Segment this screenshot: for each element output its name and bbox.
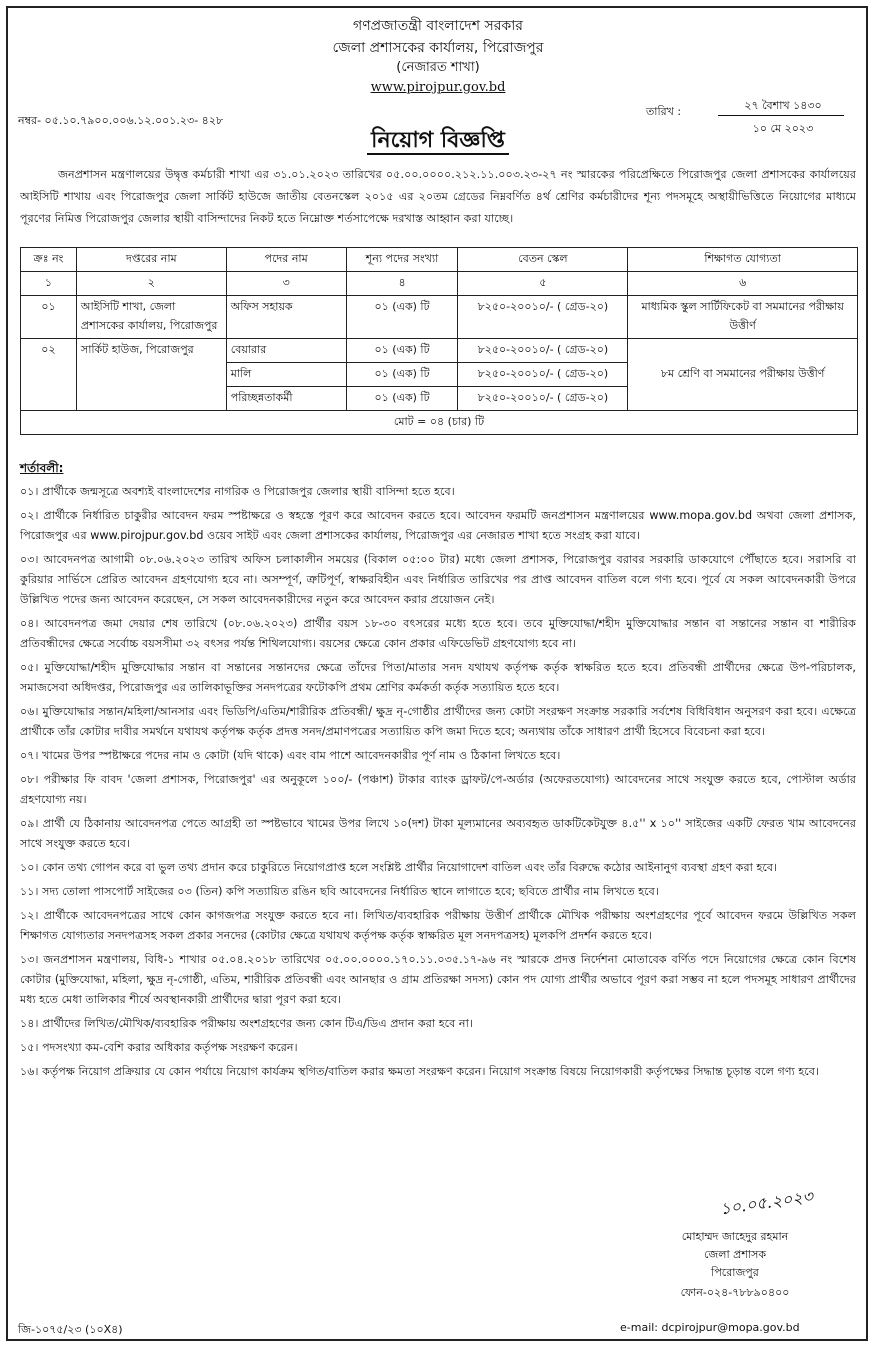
table-header-row [21,248,858,272]
row-post: বেয়ারার [226,339,346,363]
condition-item: ০১। প্রার্থীকে জন্মসূত্রে অবশ্যই বাংলাদেশের নাগরিক ও পিরোজপুর জেলার স্থায়ী বাসিন্দা হতে হবে। [20,485,455,498]
notice-title [0,123,876,160]
row-count: ০১ (এক) টি [346,296,458,339]
condition-item: ১৪। প্রার্থীদের লিখিত/মৌখিক/ব্যবহারিক পরীক্ষায় অংশগ্রহণের জন্য কোন টিএ/ডিএ প্রদান করা হবে না। [20,1017,473,1030]
row-post: পরিচ্ছন্নতাকর্মী [226,387,346,411]
table-row [21,339,858,363]
date-divider [718,115,844,116]
header-qualification: শিক্ষাগত যোগ্যতা [628,248,858,272]
col-num: ৬ [628,272,858,296]
signatory-email[interactable]: e-mail: dcpirojpur@mopa.gov.bd [620,1321,800,1334]
condition-item: ১৬। কর্তৃপক্ষ নিয়োগ প্রক্রিয়ার যে কোন পর্যায়ে নিয়োগ কার্যক্রম স্থগিত/বাতিল করার ক্ষমতা সংরক্ষণ করেন। নিয়োগ সংক্রান্ত বিষয়ে নিয়োগকারী কর্তৃপক্ষের সিদ্ধান্ত চূড়ান্ত বলে গণ্য হবে। [20,1065,819,1078]
col-num: ৪ [346,272,458,296]
condition-item: ১০। কোন তথ্য গোপন করে বা ভুল তথ্য প্রদান করে চাকুরিতে নিয়োগপ্রাপ্ত হলে সংশ্লিষ্ট প্রার্থীর নিয়োগাদেশ বাতিল এবং তাঁর বিরুদ্ধে কঠোর আইনানুগ ব্যবস্থা গ্রহণ করা হবে। [20,861,778,874]
row-serial: ০২ [21,339,77,411]
row-qualification: মাধ্যমিক স্কুল সার্টিফিকেট বা সমমানের পরীক্ষায় উত্তীর্ণ [628,296,858,339]
row-count: ০১ (এক) টি [346,339,458,363]
signatory-name: মোহাম্মদ জাহেদুর রহমান [681,1230,789,1243]
total-count: মোট = ০৪ (চার) টি [21,411,858,435]
row-qualification: ৮ম শ্রেণি বা সমমানের পরীক্ষায় উত্তীর্ণ [628,339,858,411]
footer-code: জি-১০৭৫/২৩ (১০X৪) [18,1323,123,1336]
row-count: ০১ (এক) টি [346,363,458,387]
intro-paragraph [20,164,856,230]
memo-number: নম্বর- ০৫.১০.৭৯০০.০০৬.১২.০০১.২৩- ৪২৮ [18,114,224,127]
condition-item: ০৭। খামের উপর স্পষ্টাক্ষরে পদের নাম ও কোটা (যদি থাকে) এবং বাম পাশে আবেদনকারীর পূর্ণ নাম ও ঠিকানা লিখতে হবে। [20,749,561,762]
column-number-row [21,272,858,296]
condition-item: ০৮। পরীক্ষার ফি বাবদ 'জেলা প্রশাসক, পিরোজপুর' এর অনুকূলে ১০০/- (পঞ্চাশ) টাকার ব্যাংক ড্রাফট/পে-অর্ডার (অফেরতযোগ্য) আবেদনের সাথে সংযুক্ত করতে হবে, পোস্টাল অর্ডার গ্রহণযোগ্য নয়। [20,773,856,806]
office-title: জেলা প্রশাসকের কার্যালয়, পিরোজপুর [332,40,544,56]
condition-item: ০৯। প্রার্থী যে ঠিকানায় আবেদনপত্র পেতে আগ্রহী তা স্পষ্টভাবে খামের উপর লিখে ১০(দশ) টাকা মূল্যমানের অব্যবহৃত ডাকটিকেটযুক্ত ৪.৫'' x ১০'' সাইজের একটি ফেরত খাম আবেদনের সাথে সংযুক্ত করতে হবে। [20,817,856,850]
vacancy-table [20,247,858,435]
col-num: ৩ [226,272,346,296]
conditions-heading: শর্তাবলী: [20,461,64,475]
condition-item: ০৫। মুক্তিযোদ্ধা/শহীদ মুক্তিযোদ্ধার সন্তান বা সন্তানের সন্তানদের ক্ষেত্রে তাঁদের পিতা/মাতার সনদ যথাযথ কর্তৃপক্ষ কর্তৃক স্বাক্ষরিত হতে হবে। প্রতিবন্ধী প্রার্থীদের ক্ষেত্রে উপ-পরিচালক, সমাজসেবা অধিদপ্তর, পিরোজপুর এর তালিকাভূক্তির সনদপত্রের ফটোকপি প্রথম শ্রেণির কর্মকর্তা কর্তৃক সত্যায়িত হতে হবে। [20,661,856,694]
row-office: আইসিটি শাখা, জেলা প্রশাসকের কার্যালয়, পিরোজপুর [76,296,226,339]
header-serial: ক্রঃ নং [21,248,77,272]
row-count: ০১ (এক) টি [346,387,458,411]
row-scale: ৮২৫০-২০০১০/- ( গ্রেড-২০) [458,339,628,363]
row-serial: ০১ [21,296,77,339]
website-link[interactable]: www.pirojpur.gov.bd [370,80,506,95]
date-label: তারিখ : [646,105,682,118]
condition-item: ১২। প্রার্থীকে আবেদনপত্রের সাথে কোন কাগজপত্র সংযুক্ত করতে হবে না। লিখিত/ব্যবহারিক পরীক্ষায় উত্তীর্ণ প্রার্থীকে মৌখিক পরীক্ষায় অংশগ্রহণের পূর্বে আবেদন ফরমে উল্লিখিত সকল শিক্ষাগত যোগ্যতার সনদপত্রসহ সকল প্রকার সনদের (কোটার ক্ষেত্রে যথাযথ কর্তৃপক্ষ কর্তৃক স্বাক্ষরিত মূল সনদপত্রসহ) মূলকপি প্রদর্শন করতে হবে। [20,909,856,942]
header-scale: বেতন স্কেল [458,248,628,272]
header-count: শূন্য পদের সংখ্যা [346,248,458,272]
header-office: দপ্তরের নাম [76,248,226,272]
table-row [21,296,858,339]
government-title: গণপ্রজাতন্ত্রী বাংলাদেশ সরকার [353,18,523,34]
condition-item: ০৪। আবেদনপত্র জমা দেয়ার শেষ তারিখে (০৮.০৬.২০২৩) প্রার্থীর বয়স ১৮-৩০ বৎসরের মধ্যে হতে হবে। তবে মুক্তিযোদ্ধা/শহীদ মুক্তিযোদ্ধার সন্তান বা সন্তানের সন্তান বা শারীরিক প্রতিবন্ধীদের ক্ষেত্রে সর্বোচ্চ বয়সসীমা ৩২ বৎসর পর্যন্ত শিথিলযোগ্য। বয়সের ক্ষেত্রে কোন প্রকার এফিডেভিট গ্রহণযোগ্য হবে না। [20,617,856,650]
signatory-phone: ফোন-০২৪-৭৮৮৯০৪০০ [680,1286,790,1299]
condition-item: ১৩। জনপ্রশাসন মন্ত্রণালয়, বিধি-১ শাখার ০৫.০৪.২০১৮ তারিখের ০৫.০০.০০০০.১৭০.১১.০৩৫.১৭-৯৬ নং স্মারকে প্রদত্ত নির্দেশনা মোতাবেক বর্ণিত পদে নিয়োগের ক্ষেত্রে কোন বিশেষ কোটার (মুক্তিযোদ্ধা, মহিলা, ক্ষুদ্র নৃ-গোষ্ঠী, এতিম, শারীরিক প্রতিবন্ধী এবং আনছার ও গ্রাম প্রতিরক্ষা সদস্য) কোন পদ যোগ্য প্রার্থীর অভাবে পূরণ করা সম্ভব না হলে পদসমূহ সাধারণ প্রার্থীদের মধ্য হতে মেধা তালিকার শীর্ষে অবস্থানকারী প্রার্থীদের দ্বারা পূরণ করা হবে। [20,953,856,1006]
condition-item: ১১। সদ্য তোলা পাসপোর্ট সাইজের ০৩ (তিন) কপি সত্যায়িত রঙিন ছবি আবেদনের নির্ধারিত স্থানে লাগাতে হবে; ছবিতে প্রার্থীর নাম লিখতে হবে। [20,885,659,898]
row-scale: ৮২৫০-২০০১০/- ( গ্রেড-২০) [458,363,628,387]
conditions-list [20,482,856,1086]
col-num: ১ [21,272,77,296]
condition-item: ০৩। আবেদনপত্র আগামী ০৮.০৬.২০২৩ তারিখ অফিস চলাকালীন সময়ের (বিকাল ০৫:০০ টার) মধ্যে জেলা প্রশাসক, পিরোজপুর বরাবর সরকারি ডাকযোগে পৌঁছাতে হবে। সরাসরি বা কুরিয়ার সার্ভিসে প্রেরিত আবেদন গ্রহণযোগ্য হবে না। অসম্পূর্ণ, ত্রুটিপূর্ণ, স্বাক্ষরবিহীন এবং নির্ধারিত তারিখের পর প্রাপ্ত আবেদন বাতিল বলে গণ্য হবে। পূর্বে যে সকল আবেদনকারী উপরে উল্লিখিত পদের জন্য আবেদন করেছেন, সে সকল আবেদনকারীদের নতুন করে আবেদন করার প্রয়োজন নেই। [20,553,856,606]
header-post: পদের নাম [226,248,346,272]
section-title: (নেজারত শাখা) [396,60,480,75]
condition-item: ১৫। পদসংখ্যা কম-বেশি করার অধিকার কর্তৃপক্ষ সংরক্ষণ করেন। [20,1041,298,1054]
row-post: অফিস সহায়ক [226,296,346,339]
signature-date: ১০.০৫.২০২৩ [718,1186,815,1219]
col-num: ২ [76,272,226,296]
row-scale: ৮২৫০-২০০১০/- ( গ্রেড-২০) [458,387,628,411]
condition-item: ০২। প্রার্থীকে নির্ধারিত চাকুরীর আবেদন ফরম স্পষ্টাক্ষরে ও স্বহস্তে পূরণ করে আবেদন করতে হবে। আবেদন ফরমটি জনপ্রশাসন মন্ত্রণালয়ের www.mopa.gov.bd অথবা জেলা প্রশাসক, পিরোজপুর এর www.pirojpur.gov.bd ওয়েব সাইট এবং জেলা প্রশাসকের কার্যালয়, পিরোজপুর এর নেজারত শাখা হতে সংগ্রহ করা যাবে। [20,509,856,542]
signatory-district: পিরোজপুর [711,1266,759,1279]
date-bangla: ২৭ বৈশাখ ১৪৩০ [744,99,822,112]
col-num: ৫ [458,272,628,296]
intro-text: জনপ্রশাসন মন্ত্রণালয়ের উদ্বৃত্ত কর্মচারী শাখা এর ৩১.০১.২০২৩ তারিখের ০৫.০০.০০০০.২১২.১১.০০৩.২৩-২৭ নং স্মারকের পরিপ্রেক্ষিতে পিরোজপুর জেলা প্রশাসকের কার্যালয়ের আইসিটি শাখায় এবং পিরোজপুর জেলা সার্কিট হাউজে জাতীয় বেতনস্কেল ২০১৫ এর ২০তম গ্রেডের নিম্নবর্ণিত ৪র্থ শ্রেণির কর্মচারীদের শূন্য পদসমূহে অস্থায়ীভিত্তিতে নিয়োগের মাধ্যমে পূরণের নিমিত্ত পিরোজপুর জেলার স্থায়ী বাসিন্দাদের নিকট হতে নিম্নোক্ত শর্তসাপেক্ষে দরখাস্ত আহ্বান করা যাচ্ছে। [20,168,856,225]
row-office: সার্কিট হাউজ, পিরোজপুর [76,339,226,411]
condition-item: ০৬। মুক্তিযোদ্ধার সন্তান/মহিলা/আনসার এবং ভিডিপি/এতিম/শারীরিক প্রতিবন্ধী/ ক্ষুদ্র নৃ-গোষ্ঠীর প্রার্থীদের জন্য কোটা সংরক্ষণ সংক্রান্ত সরকারি সর্বশেষ বিধিবিধান অনুসরণ করা হবে। এক্ষেত্রে প্রার্থীকে তাঁর কোটার দাবীর সমর্থনে যথাযথ কর্তৃপক্ষ কর্তৃক প্রদত্ত সনদ/প্রমাণপত্রের সত্যায়িত কপি জমা দিতে হবে; অন্যথায় তাঁকে সাধারণ প্রার্থী হিসেবে বিবেচনা করা হবে। [20,705,856,738]
table-total-row [21,411,858,435]
row-scale: ৮২৫০-২০০১০/- ( গ্রেড-২০) [458,296,628,339]
date-english: ১০ মে ২০২৩ [752,122,814,135]
notice-title-text: নিয়োগ বিজ্ঞপ্তি [367,128,509,155]
signatory-designation: জেলা প্রশাসক [703,1248,767,1261]
row-post: মালি [226,363,346,387]
